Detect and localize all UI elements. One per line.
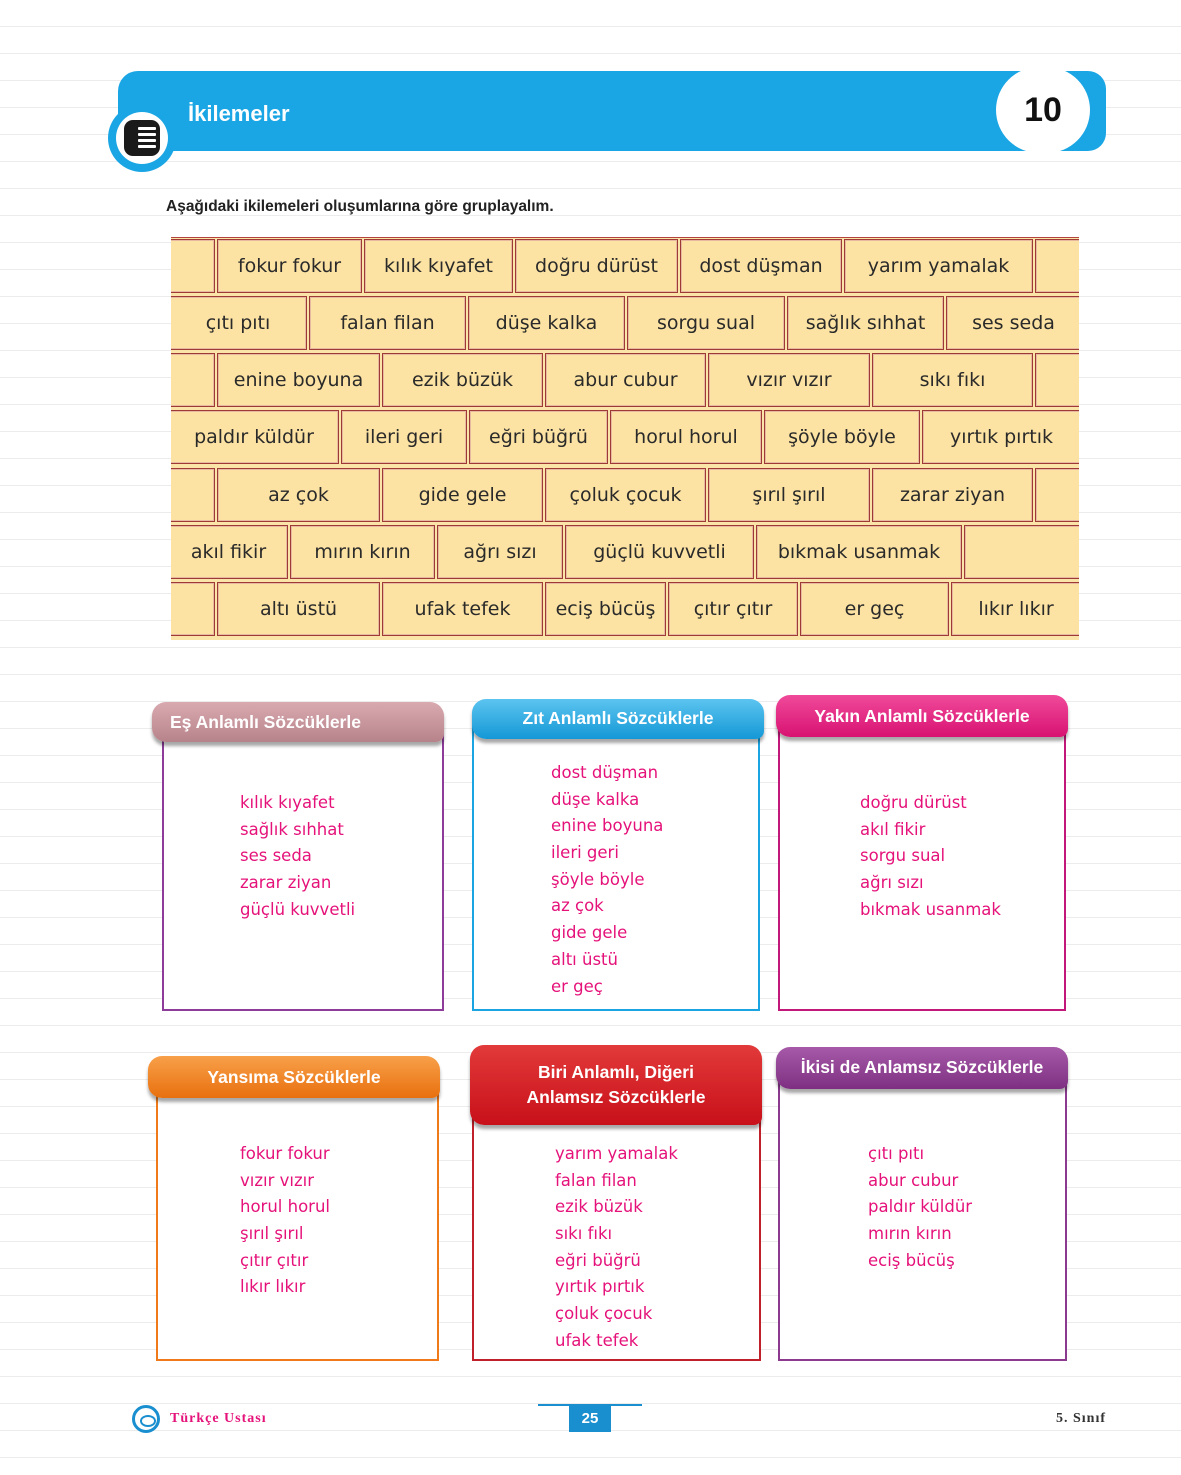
list-item: er geç (551, 976, 603, 996)
list-item: dost düşman (551, 763, 659, 782)
word-brick: falan filan (309, 296, 466, 350)
word-brick: yarım yamalak (844, 239, 1033, 293)
group-heading: İkisi de Anlamsız Sözcüklerle (776, 1047, 1068, 1089)
list-item: abur cubur (868, 1170, 959, 1190)
list-item: fokur fokur (240, 1144, 330, 1163)
answer-list (551, 760, 663, 1000)
list-item: altı üstü (551, 949, 618, 969)
word-brick: bıkmak usanmak (756, 525, 962, 579)
list-item: ağrı sızı (860, 873, 924, 893)
list-item: çıtır çıtır (240, 1250, 309, 1270)
word-brick: mırın kırın (290, 525, 435, 579)
group-heading: Yansıma Sözcüklerle (148, 1056, 440, 1098)
answer-list (240, 790, 355, 923)
word-brick: kılık kıyafet (364, 239, 513, 293)
list-item: ezik büzük (555, 1197, 643, 1217)
group-heading-line: Biri Anlamlı, Diğeri (538, 1062, 694, 1082)
group-heading: Zıt Anlamlı Sözcüklerle (472, 699, 764, 739)
instruction-text: Aşağıdaki ikilemeleri oluşumlarına göre gruplayalım. (166, 198, 554, 215)
wall-row (171, 524, 1079, 580)
list-item: eciş bücüş (868, 1250, 955, 1270)
empty-brick (171, 353, 215, 407)
word-brick: çıtır çıtır (668, 582, 798, 636)
word-brick: er geç (800, 582, 949, 636)
wall-row (171, 581, 1079, 637)
word-brick: enine boyuna (217, 353, 380, 407)
list-item: gide gele (551, 923, 628, 943)
answer-list (860, 790, 1001, 923)
empty-brick (171, 582, 215, 636)
word-brick: güçlü kuvvetli (565, 525, 754, 579)
unit-number-badge: 10 (996, 67, 1090, 153)
word-brick: ses seda (946, 296, 1079, 350)
list-item: lıkır lıkır (240, 1277, 306, 1297)
list-item: sorgu sual (860, 846, 946, 866)
word-brick: doğru dürüst (515, 239, 678, 293)
word-brick: vızır vızır (708, 353, 870, 407)
list-item: şırıl şırıl (240, 1224, 304, 1244)
word-brick: eğri büğrü (469, 410, 608, 464)
list-item: yırtık pırtık (555, 1277, 645, 1297)
wall-row (171, 295, 1079, 351)
list-item: güçlü kuvvetli (240, 899, 356, 919)
word-brick: şöyle böyle (764, 410, 920, 464)
word-brick: şırıl şırıl (708, 468, 870, 522)
word-brick: paldır küldür (171, 410, 339, 464)
footer-grade: 5. Sınıf (1056, 1411, 1107, 1426)
wall-row (171, 352, 1079, 408)
list-item: düşe kalka (551, 789, 640, 809)
list-item: mırın kırın (868, 1224, 952, 1244)
page-title: İkilemeler (188, 101, 290, 126)
list-item: eğri büğrü (555, 1250, 641, 1270)
wall-row (171, 409, 1079, 465)
word-brick: ileri geri (341, 410, 467, 464)
list-item: enine boyuna (551, 816, 664, 836)
footer-brand: Türkçe Ustası (170, 1411, 267, 1426)
list-item: zarar ziyan (240, 873, 332, 893)
word-brick: sorgu sual (627, 296, 785, 350)
list-item: vızır vızır (240, 1170, 315, 1190)
group-heading: Yakın Anlamlı Sözcüklerle (776, 695, 1068, 737)
empty-brick (1035, 239, 1079, 293)
word-brick: zarar ziyan (872, 468, 1033, 522)
page-number: 25 (569, 1406, 611, 1432)
publisher-logo-icon (132, 1405, 160, 1433)
word-brick: gide gele (382, 468, 543, 522)
word-brick: az çok (217, 468, 380, 522)
list-item: doğru dürüst (860, 793, 967, 812)
list-item: çıtı pıtı (868, 1144, 925, 1163)
answer-list (868, 1141, 972, 1274)
list-item: horul horul (240, 1197, 331, 1217)
list-item: ileri geri (551, 843, 619, 863)
word-brick: horul horul (610, 410, 762, 464)
word-wall (171, 237, 1079, 640)
word-brick: ezik büzük (382, 353, 543, 407)
list-item: sıkı fıkı (555, 1224, 613, 1244)
word-brick: eciş bücüş (545, 582, 666, 636)
list-item: falan filan (555, 1170, 637, 1190)
wall-row (171, 467, 1079, 523)
word-brick: abur cubur (545, 353, 706, 407)
list-item: çoluk çocuk (555, 1304, 653, 1324)
group-heading (470, 1045, 762, 1125)
answer-list (240, 1141, 330, 1301)
list-item: ses seda (240, 846, 312, 866)
empty-brick (964, 525, 1079, 579)
list-item: paldır küldür (868, 1197, 973, 1217)
group-heading-line: Anlamsız Sözcüklerle (526, 1087, 706, 1107)
word-brick: sağlık sıhhat (787, 296, 944, 350)
word-brick: altı üstü (217, 582, 380, 636)
wall-row (171, 238, 1079, 294)
list-item: şöyle böyle (551, 869, 645, 889)
list-item: az çok (551, 896, 604, 916)
word-brick: dost düşman (680, 239, 842, 293)
list-item: yarım yamalak (555, 1144, 678, 1163)
word-brick: ağrı sızı (437, 525, 563, 579)
answer-list (555, 1141, 678, 1355)
word-brick: fokur fokur (217, 239, 362, 293)
list-item: akıl fikir (860, 819, 926, 839)
word-brick: çıtı pıtı (171, 296, 307, 350)
empty-brick (1035, 353, 1079, 407)
word-brick: ufak tefek (382, 582, 543, 636)
empty-brick (171, 239, 215, 293)
empty-brick (171, 468, 215, 522)
word-brick: akıl fikir (171, 525, 288, 579)
word-brick: düşe kalka (468, 296, 625, 350)
word-brick: yırtık pırtık (922, 410, 1079, 464)
empty-brick (1035, 468, 1079, 522)
word-brick: lıkır lıkır (951, 582, 1079, 636)
list-item: ufak tefek (555, 1330, 639, 1350)
list-item: bıkmak usanmak (860, 899, 1001, 919)
list-item: kılık kıyafet (240, 793, 335, 812)
book-stack-icon (124, 120, 160, 156)
list-item: sağlık sıhhat (240, 819, 344, 839)
word-brick: çoluk çocuk (545, 468, 706, 522)
group-heading: Eş Anlamlı Sözcüklerle (152, 702, 444, 742)
word-brick: sıkı fıkı (872, 353, 1033, 407)
